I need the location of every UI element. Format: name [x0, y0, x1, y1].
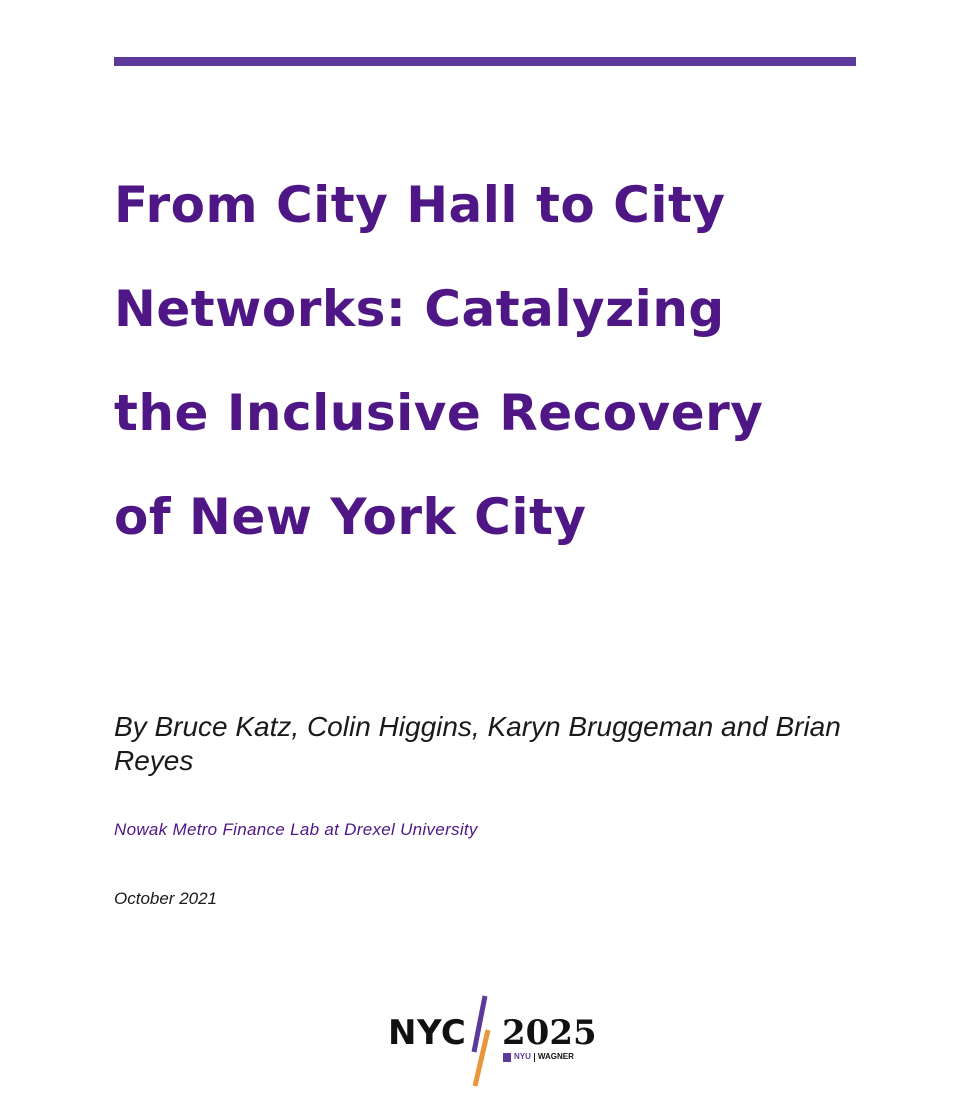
title-line-1: From City Hall to City [114, 176, 726, 234]
affiliation: Nowak Metro Finance Lab at Drexel University [114, 820, 478, 839]
title-line-3: the Inclusive Recovery [114, 384, 764, 442]
logo-nyu-text: NYU [514, 1052, 531, 1061]
logo-slashes-icon [468, 994, 498, 1088]
top-rule [114, 57, 856, 66]
title-line-4: of New York City [114, 488, 587, 546]
document-title [114, 136, 874, 586]
authors: By Bruce Katz, Colin Higgins, Karyn Bruggeman and Brian Reyes [114, 711, 841, 776]
logo-nyc-text: NYC [388, 1013, 467, 1053]
title-line-2: Networks: Catalyzing [114, 280, 725, 338]
nyu-torch-icon [503, 1053, 511, 1062]
nyc-2025-logo [388, 994, 598, 1088]
logo-wagner-text: WAGNER [537, 1052, 574, 1061]
logo-divider [534, 1053, 535, 1062]
logo-nyu-wagner [503, 1051, 574, 1063]
logo-year-text: 2025 [502, 1013, 597, 1053]
publication-date: October 2021 [114, 889, 218, 908]
